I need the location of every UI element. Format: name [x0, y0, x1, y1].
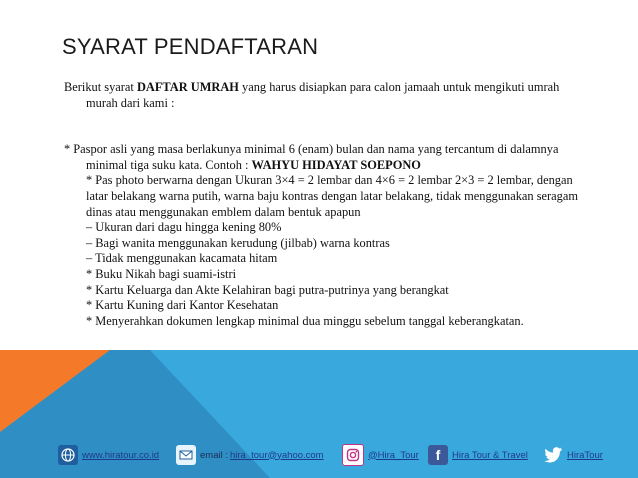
globe-icon [58, 445, 78, 465]
list-item: * Kartu Keluarga dan Akte Kelahiran bagi putra-putrinya yang berangkat [86, 282, 449, 297]
intro-suffix: yang harus disiapkan para calon jamaah untuk mengikuti umrah murah dari kami : [86, 80, 560, 110]
facebook-link[interactable] [428, 445, 528, 465]
email-text[interactable]: hira_tour@yahoo.com [229, 449, 324, 461]
intro-prefix: Berikut syarat [64, 80, 137, 94]
list-item: * Kartu Kuning dari Kantor Kesehatan [86, 298, 279, 313]
email-link[interactable] [176, 445, 324, 465]
instagram-icon [342, 444, 364, 466]
email-label: email : [200, 449, 228, 461]
website-text[interactable]: www.hiratour.co.id [82, 449, 160, 461]
website-link[interactable] [58, 445, 159, 465]
photo-requirement: * Pas photo berwarna dengan Ukuran 3×4 = 2 lembar dan 4×6 = 2 lembar 2×3 = 2 lembar, dengan latar belakang warna putih, warna baju kontras dengan latar belakang, tidak menggunakan seragam dinas atau menggunakan emblem dalam bentuk apapun [86, 173, 578, 219]
list-item: – Bagi wanita menggunakan kerudung (jilbab) warna kontras [86, 235, 390, 250]
mail-icon [176, 445, 196, 465]
instagram-link[interactable] [342, 445, 419, 465]
twitter-bird-icon [543, 445, 563, 465]
intro-paragraph [64, 80, 584, 111]
passport-example: WAHYU HIDAYAT SOEPONO [251, 157, 421, 172]
instagram-text[interactable]: @Hira_Tour [368, 449, 419, 461]
requirements-content [64, 80, 584, 329]
twitter-link[interactable] [543, 445, 603, 465]
passport-requirement [64, 142, 584, 173]
list-item: – Ukuran dari dagu hingga kening 80% [86, 220, 282, 235]
twitter-text[interactable]: HiraTour [567, 449, 603, 461]
page-title: SYARAT PENDAFTARAN [62, 34, 319, 59]
facebook-text[interactable]: Hira Tour & Travel [452, 449, 528, 461]
intro-bold: DAFTAR UMRAH [136, 80, 239, 94]
passport-text: * Paspor asli yang masa berlakunya minimal 6 (enam) bulan dan nama yang tercantum di dalamnya minimal tiga suku kata. Contoh : [64, 142, 559, 172]
list-item: * Buku Nikah bagi suami-istri [86, 266, 237, 281]
facebook-icon: f [428, 445, 448, 465]
list-item: * Menyerahkan dokumen lengkap minimal dua minggu sebelum tanggal keberangkatan. [86, 313, 524, 328]
list-item: – Tidak menggunakan kacamata hitam [86, 251, 278, 266]
